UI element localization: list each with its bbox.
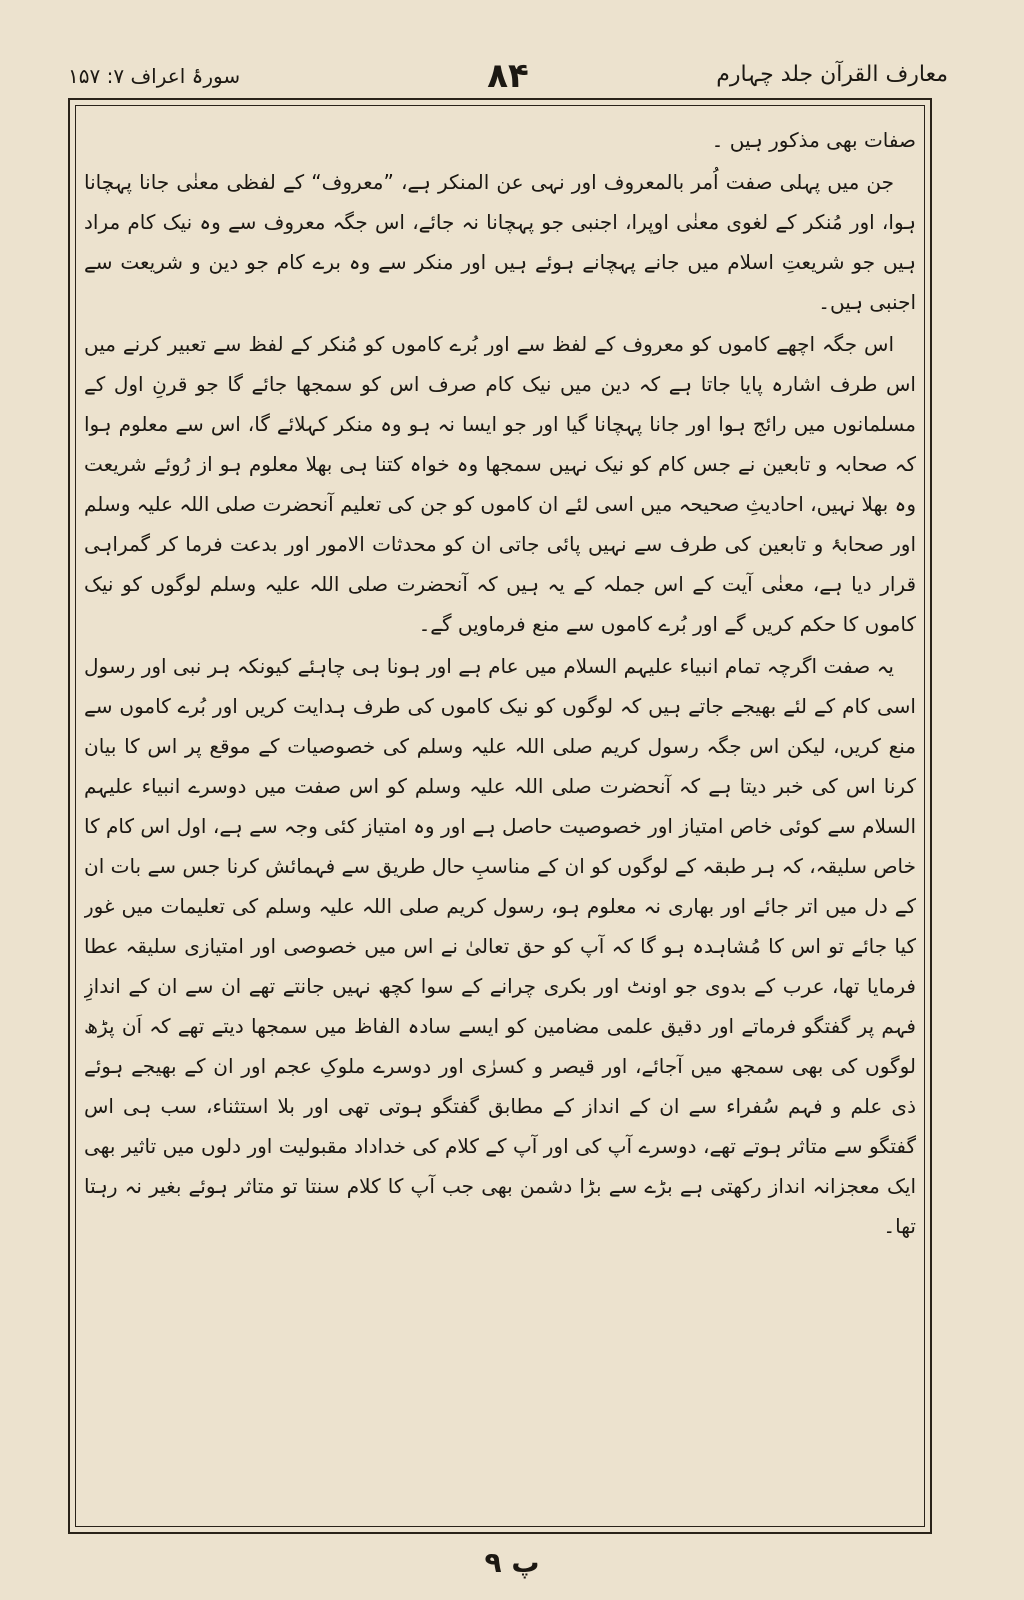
body-text: [84, 120, 916, 1520]
book-title: معارف القرآن جلد چہارم: [716, 62, 948, 87]
paragraph: صفات بھی مذکور ہیں ۔: [711, 128, 916, 152]
paragraph: جن میں پہلی صفت اُمر بالمعروف اور نہی عن المنکر ہے، ”معروف“ کے لفظی معنٰی جانا پہچانا ہوا، اور مُنکر کے لغوی معنٰی اوپرا، اجنبی جو پہچانا نہ جائے، اس جگہ معروف سے وہ نیک کام مراد ہیں جو شریعتِ اسلام میں جانے پہچانے ہوئے ہیں اور منکر سے وہ برے کام جو دین و شریعت سے اجنبی ہیں۔: [84, 170, 916, 314]
paragraph: یہ صفت اگرچہ تمام انبیاء علیہم السلام میں عام ہے اور ہونا ہی چاہئے کیونکہ ہر نبی اور رسول اسی کام کے لئے بھیجے جاتے ہیں کہ لوگوں کو نیک کاموں کی طرف ہدایت کریں اور بُرے کاموں سے منع کریں، لیکن اس جگہ رسول کریم صلی اللہ علیہ وسلم کی خصوصیات کے موقع پر اس کا بیان کرنا اس کی خبر دیتا ہے کہ آنحضرت صلی اللہ علیہ وسلم کو اس صفت میں دوسرے انبیاء علیہم السلام سے کوئی خاص امتیاز اور خصوصیت حاصل ہے اور وہ امتیاز کئی وجہ سے ہے، اول اس کام کا خاص سلیقہ، کہ ہر طبقہ کے لوگوں کو ان کے مناسبِ حال طریق سے فہمائش کرنا جس سے بات ان کے دل میں اتر جائے اور بھاری نہ معلوم ہو، رسول کریم صلی اللہ علیہ وسلم کی تعلیمات میں غور کیا جائے تو اس کا مُشاہدہ ہو گا کہ آپ کو حق تعالیٰ نے اس میں خصوصی اور امتیازی سلیقہ عطا فرمایا تھا، عرب کے بدوی جو اونٹ اور بکری چرانے کے سوا کچھ نہیں جانتے تھے ان سے ان کے اندازِ فہم پر گفتگو فرماتے اور دقیق علمی مضامین کو ایسے سادہ الفاظ میں سمجھا دیتے تھے کہ اَن پڑھ لوگوں کی بھی سمجھ میں آجائے، اور قیصر و کسرٰی اور دوسرے ملوکِ عجم اور ان کے بھیجے ہوئے ذی علم و فہم سُفراء سے ان کے انداز کے مطابق گفتگو ہوتی تھی اور بلا استثناء، سب ہی اس گفتگو سے متاثر ہوتے تھے، دوسرے آپ کی اور آپ کے کلام کی خداداد مقبولیت اور دلوں میں تاثیر بھی ایک معجزانہ انداز رکھتی ہے بڑے سے بڑا دشمن بھی جب آپ کا کلام سنتا تو متاثر ہوئے بغیر نہ رہتا تھا۔: [84, 654, 916, 1238]
page-number: ۸۴: [487, 56, 529, 96]
page-header: [68, 56, 948, 96]
text-frame: [68, 98, 932, 1534]
part-marker: پ ۹: [484, 1546, 540, 1579]
paragraph: اس جگہ اچھے کاموں کو معروف کے لفظ سے اور بُرے کاموں کو مُنکر کے لفظ سے تعبیر کرنے میں اس طرف اشارہ پایا جاتا ہے کہ دین میں نیک کام صرف اس کو سمجھا جائے گا جو قرنِ اول کے مسلمانوں میں رائج ہوا اور جانا پہچانا گیا اور جو ایسا نہ ہو وہ منکر کہلائے گا، اس سے معلوم ہوا کہ صحابہ و تابعین نے جس کام کو نیک نہیں سمجھا وہ خواہ کتنا ہی بھلا معلوم ہو از رُوئے شریعت وہ بھلا نہیں، احادیثِ صحیحہ میں اسی لئے ان کاموں کو جن کی تعلیم آنحضرت صلی اللہ علیہ وسلم اور صحابۂ و تابعین کی طرف سے نہیں پائی جاتی ان کو محدثات الامور اور بدعت فرما کر گمراہی قرار دیا ہے، معنٰی آیت کے اس جملہ کے یہ ہیں کہ آنحضرت صلی اللہ علیہ وسلم لوگوں کو نیک کاموں کا حکم کریں گے اور بُرے کاموں سے منع فرماویں گے۔: [84, 332, 916, 636]
surah-reference: سورۂ اعراف ۷: ۱۵۷: [68, 64, 241, 88]
